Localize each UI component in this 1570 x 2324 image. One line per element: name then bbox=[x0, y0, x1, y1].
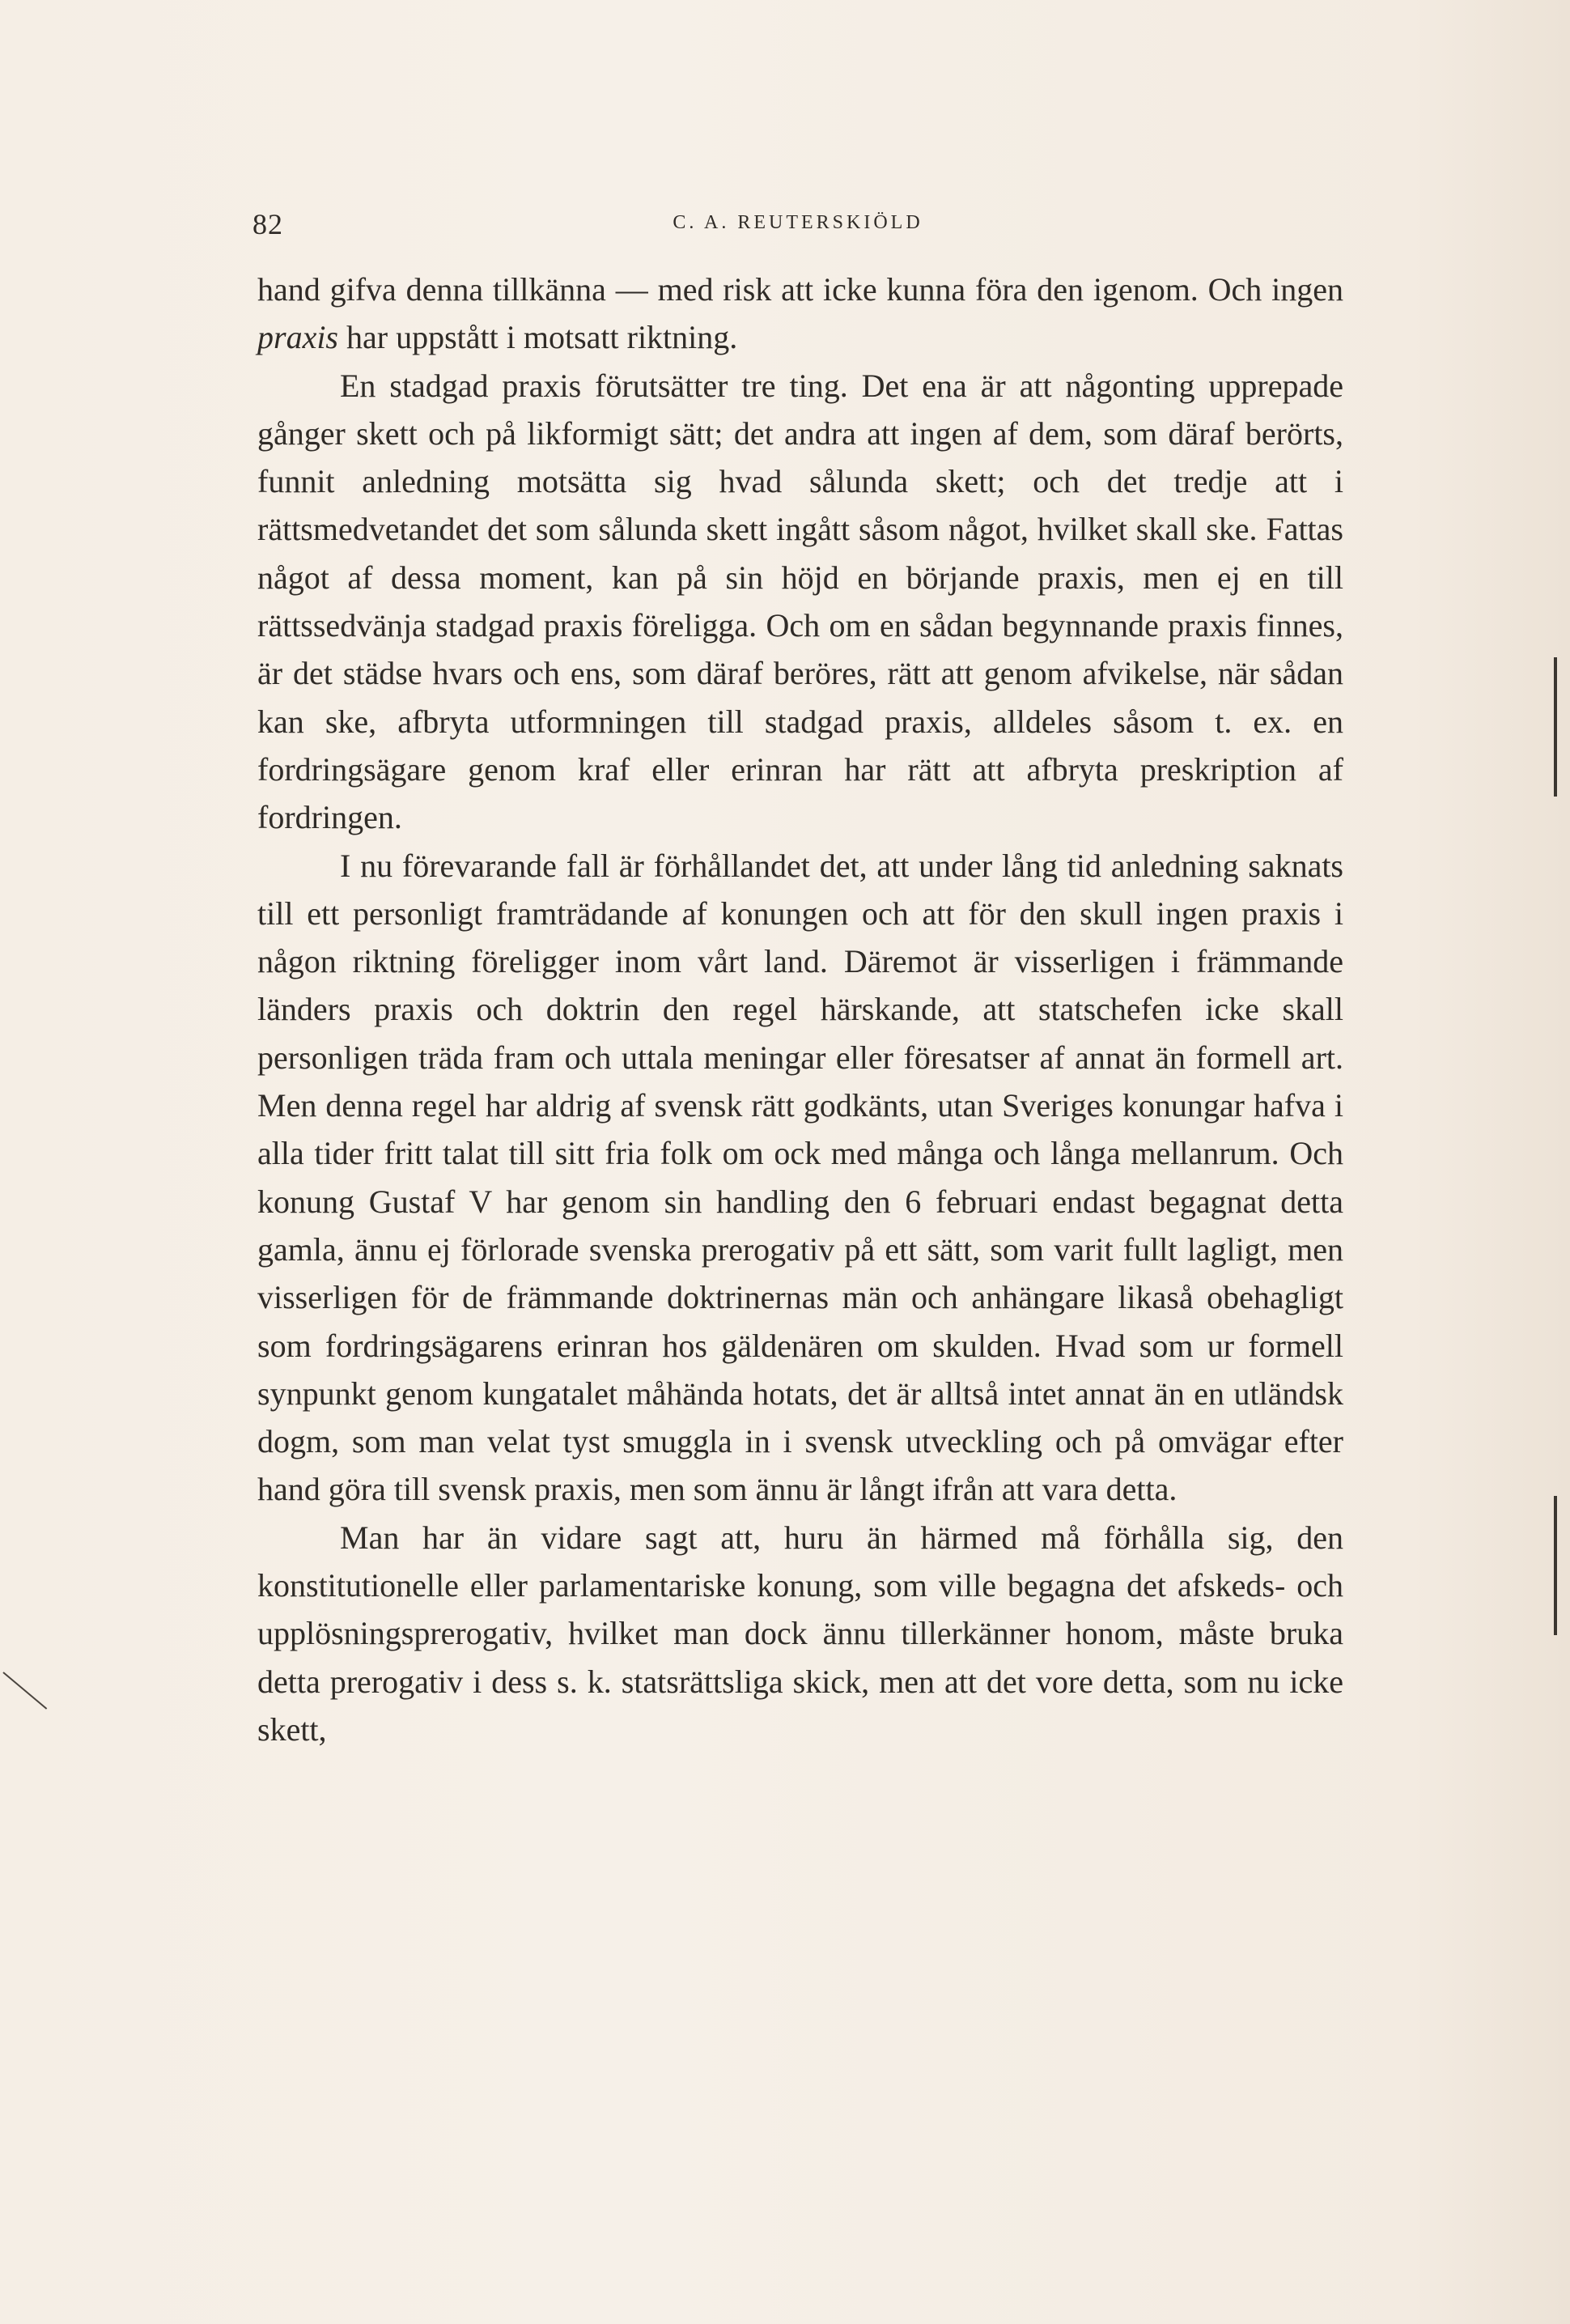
page-header bbox=[252, 207, 1343, 248]
text-run: har uppstått i motsatt riktning. bbox=[338, 319, 738, 356]
text-run: I nu förevarande fall är förhållandet det, att under lång tid anledning saknats till ett personligt framträdande af konungen och att för den skull ingen praxis i någon riktning föreligger inom vårt land. Däremot är visserligen i främmande länders praxis och doktrin den regel härskande, att statschefen icke skall personligen träda fram och uttala meningar eller föresatser af annat än formell art. Men denna regel har aldrig af svensk rätt godkänts, utan Sveriges konungar hafva i alla tider fritt talat till sitt fria folk om ock med många och långa mellanrum. Och konung Gustaf V har genom sin handling den 6 februari endast begagnat detta gamla, ännu ej förlorade svenska prerogativ på ett sätt, som varit fullt lagligt, men visserligen för de främmande doktrinernas män och anhängare likaså obehagligt som fordringsägarens erinran hos gäldenären om skulden. Hvad som ur formell synpunkt genom kungatalet måhända hotats, det är alltså intet annat än en utländsk dogm, som man velat tyst smuggla in i svensk utveckling och på omvägar efter hand göra till svensk praxis, men som ännu är långt ifrån att vara detta. bbox=[257, 847, 1343, 1508]
text-run: En stadgad praxis förutsätter tre ting. Det ena är att någonting upprepade gånger skett och på likformigt sätt; det andra att ingen af dem, som däraf berörts, funnit anledning motsätta sig hvad sålunda skett; och det tredje att i rättsmedvetandet det som sålunda skett ingått såsom något, hvilket skall ske. Fattas något af dessa moment, kan på sin höjd en börjande praxis, men ej en till rättssedvänja stadgad praxis föreligga. Och om en sådan begynnande praxis finnes, är det städse hvars och ens, som däraf beröres, rätt att genom afvikelse, när sådan kan ske, afbryta utformningen till stadgad praxis, alldeles såsom t. ex. en fordringsägare genom kraf eller erinran har rätt att afbryta preskription af fordringen. bbox=[257, 367, 1343, 836]
paragraph bbox=[257, 1514, 1343, 1753]
text-run: hand gifva denna tillkänna — med risk att icke kunna föra den igenom. Och ingen bbox=[257, 271, 1343, 308]
paragraph bbox=[257, 362, 1343, 842]
running-head: C. A. REUTERSKIÖLD bbox=[673, 212, 923, 233]
paragraph bbox=[257, 266, 1343, 362]
edge-mark bbox=[1554, 657, 1557, 797]
text-run: Man har än vidare sagt att, huru än härmed må förhålla sig, den konstitutionelle eller parlamentariske konung, som ville begagna det afskeds- och upplösningsprerogativ, hvilket man dock ännu tillerkänner honom, måste bruka detta prerogativ i dess s. k. statsrättsliga skick, men att det vore detta, som nu icke skett, bbox=[257, 1519, 1343, 1748]
edge-mark bbox=[1554, 1496, 1557, 1635]
body-text bbox=[257, 266, 1343, 1753]
paragraph bbox=[257, 842, 1343, 1514]
page-number: 82 bbox=[252, 208, 283, 240]
edge-scratch bbox=[2, 1672, 47, 1710]
italic-term: praxis bbox=[257, 319, 338, 356]
